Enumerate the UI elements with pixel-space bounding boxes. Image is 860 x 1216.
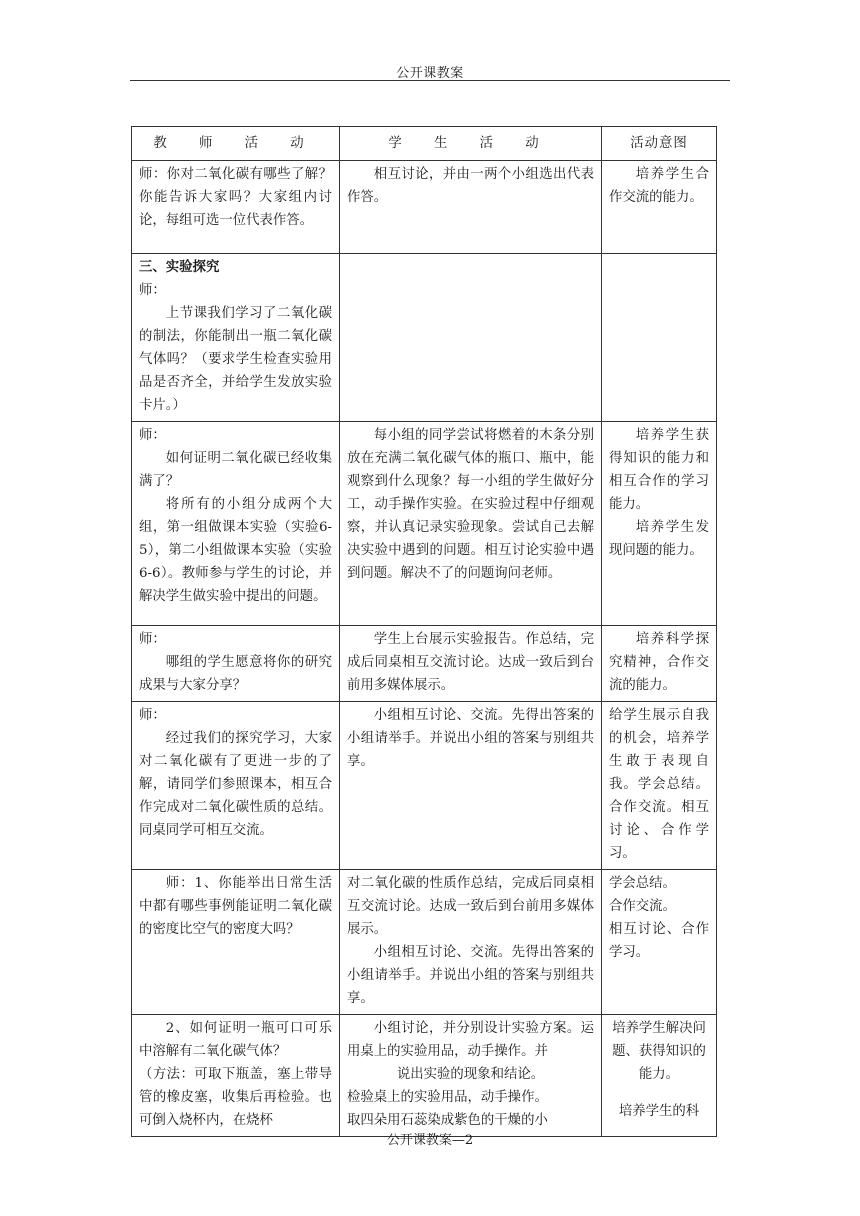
student-cell (340, 870, 602, 1015)
table-row (132, 870, 717, 1015)
teacher-text: 经过我们的探究学习，大家对二氧化碳有了更进一步的了解，请同学们参照课本，相互合作完成对二氧化碳性质的总结。同桌同学可相互交流。 (139, 731, 332, 838)
teacher-cell (132, 161, 340, 254)
intent-text: 培养科学探究精神，合作交流的能力。 (609, 632, 709, 693)
intent-text: 培养学生发现问题的能力。 (609, 520, 709, 558)
student-cell (340, 161, 602, 254)
student-text: 相互讨论，并由一两个小组选出代表作答。 (347, 167, 594, 205)
teacher-text: 师： (139, 428, 166, 443)
teacher-text: 师： (139, 708, 166, 723)
header-divider (130, 80, 730, 81)
intent-cell (602, 254, 717, 422)
intent-text: 培养学生解决问题、获得知识的能力。 (612, 1021, 706, 1082)
teacher-text: 如何证明二氧化碳已经收集满了？ (139, 451, 332, 489)
teacher-text: （方法：可取下瓶盖，塞上带导管的橡皮塞，收集后再检验。也可倒入烧杯内，在烧杯 (139, 1067, 332, 1128)
student-cell (340, 1015, 602, 1137)
student-text: 检验桌上的实验用品，动手操作。 (347, 1090, 548, 1105)
intent-cell (602, 702, 717, 870)
teacher-cell (132, 422, 340, 626)
section-heading: 三、实验探究 (139, 259, 220, 275)
table-row (132, 422, 717, 626)
teacher-cell (132, 1015, 340, 1137)
intent-text: 培养学生合作交流的能力。 (609, 167, 709, 205)
student-text: 说出实验的现象和结论。 (396, 1067, 545, 1082)
table-header-row (132, 127, 717, 161)
lesson-plan-table (131, 126, 717, 1137)
teacher-text: 上节课我们学习了二氧化碳的制法，你能制出一瓶二氧化碳气体吗？（要求学生检查实验用品是否齐全，并给学生发放实验卡片。） (139, 306, 332, 413)
student-text: 学生上台展示实验报告。作总结，完成后同桌相互交流讨论。达成一致后到台前用多媒体展示。 (347, 632, 594, 693)
intent-text: 学会总结。 (609, 876, 676, 891)
teacher-cell (132, 626, 340, 702)
teacher-text: 师：你对二氧化碳有哪些了解？你能告诉大家吗？大家组内讨论，每组可选一位代表作答。 (139, 167, 332, 228)
column-header-intent: 活动意图 (602, 127, 717, 161)
intent-cell (602, 1015, 717, 1137)
column-header-student: 学 生 活 动 (340, 127, 602, 161)
intent-cell (602, 161, 717, 254)
student-text: 取四朵用石蕊染成紫色的干燥的小 (347, 1113, 548, 1128)
student-text: 对二氧化碳的性质作总结，完成后同桌相互交流讨论。达成一致后到台前用多媒体展示。 (347, 876, 594, 937)
teacher-cell (132, 870, 340, 1015)
teacher-text: 哪组的学生愿意将你的研究成果与大家分享？ (139, 655, 332, 693)
teacher-text: 师：1、你能举出日常生活中都有哪些事例能证明二氧化碳的密度比空气的密度大吗？ (139, 876, 332, 937)
table-row (132, 1015, 717, 1137)
column-header-teacher: 教 师 活 动 (132, 127, 340, 161)
table-row (132, 254, 717, 422)
student-text: 小组相互讨论、交流。先得出答案的小组请举手。并说出小组的答案与别组共享。 (347, 708, 594, 769)
teacher-text: 师： (139, 283, 166, 298)
student-text: 小组讨论，并分别设计实验方案。运用桌上的实验用品，动手操作。并 (347, 1021, 594, 1059)
student-cell (340, 254, 602, 422)
student-text: 每小组的同学尝试将燃着的木条分别放在充满二氧化碳气体的瓶口、瓶中，能观察到什么现象？每一小组的学生做好分工，动手操作实验。在实验过程中仔细观察，并认真记录实验现象。尝试自己去解决实验中遇到的问题。相互讨论实验中遇到问题。解决不了的问题询问老师。 (347, 428, 594, 581)
page-footer-label: 公开课教案—2 (386, 1133, 474, 1148)
teacher-text: 师： (139, 632, 166, 647)
teacher-text: 将所有的小组分成两个大组，第一组做课本实验（实验6-5），第二小组做课本实验（实验6-6）。教师参与学生的讨论，并解决学生做实验中提出的问题。 (139, 497, 332, 604)
intent-text: 合作交流。 (609, 899, 676, 914)
table-row (132, 626, 717, 702)
teacher-cell (132, 254, 340, 422)
intent-cell (602, 422, 717, 626)
intent-cell (602, 626, 717, 702)
teacher-cell (132, 702, 340, 870)
intent-text: 培养学生的科 (618, 1104, 700, 1119)
student-cell (340, 422, 602, 626)
table-row (132, 702, 717, 870)
page-header-title: 公开课教案 (396, 66, 464, 81)
teacher-text: 2、如何证明一瓶可口可乐中溶解有二氧化碳气体？ (139, 1021, 332, 1059)
intent-text: 给学生展示自我的机会，培养学生敢于表现自我。学会总结。合作交流。相互讨论、合作学习。 (609, 708, 709, 861)
student-text: 小组相互讨论、交流。先得出答案的小组请举手。并说出小组的答案与别组共享。 (347, 945, 594, 1006)
intent-text: 培养学生获得知识的能力和相互合作的学习能力。 (609, 428, 709, 512)
student-cell (340, 702, 602, 870)
table-row (132, 161, 717, 254)
student-cell (340, 626, 602, 702)
intent-cell (602, 870, 717, 1015)
intent-text: 相互讨论、合作学习。 (609, 922, 709, 960)
